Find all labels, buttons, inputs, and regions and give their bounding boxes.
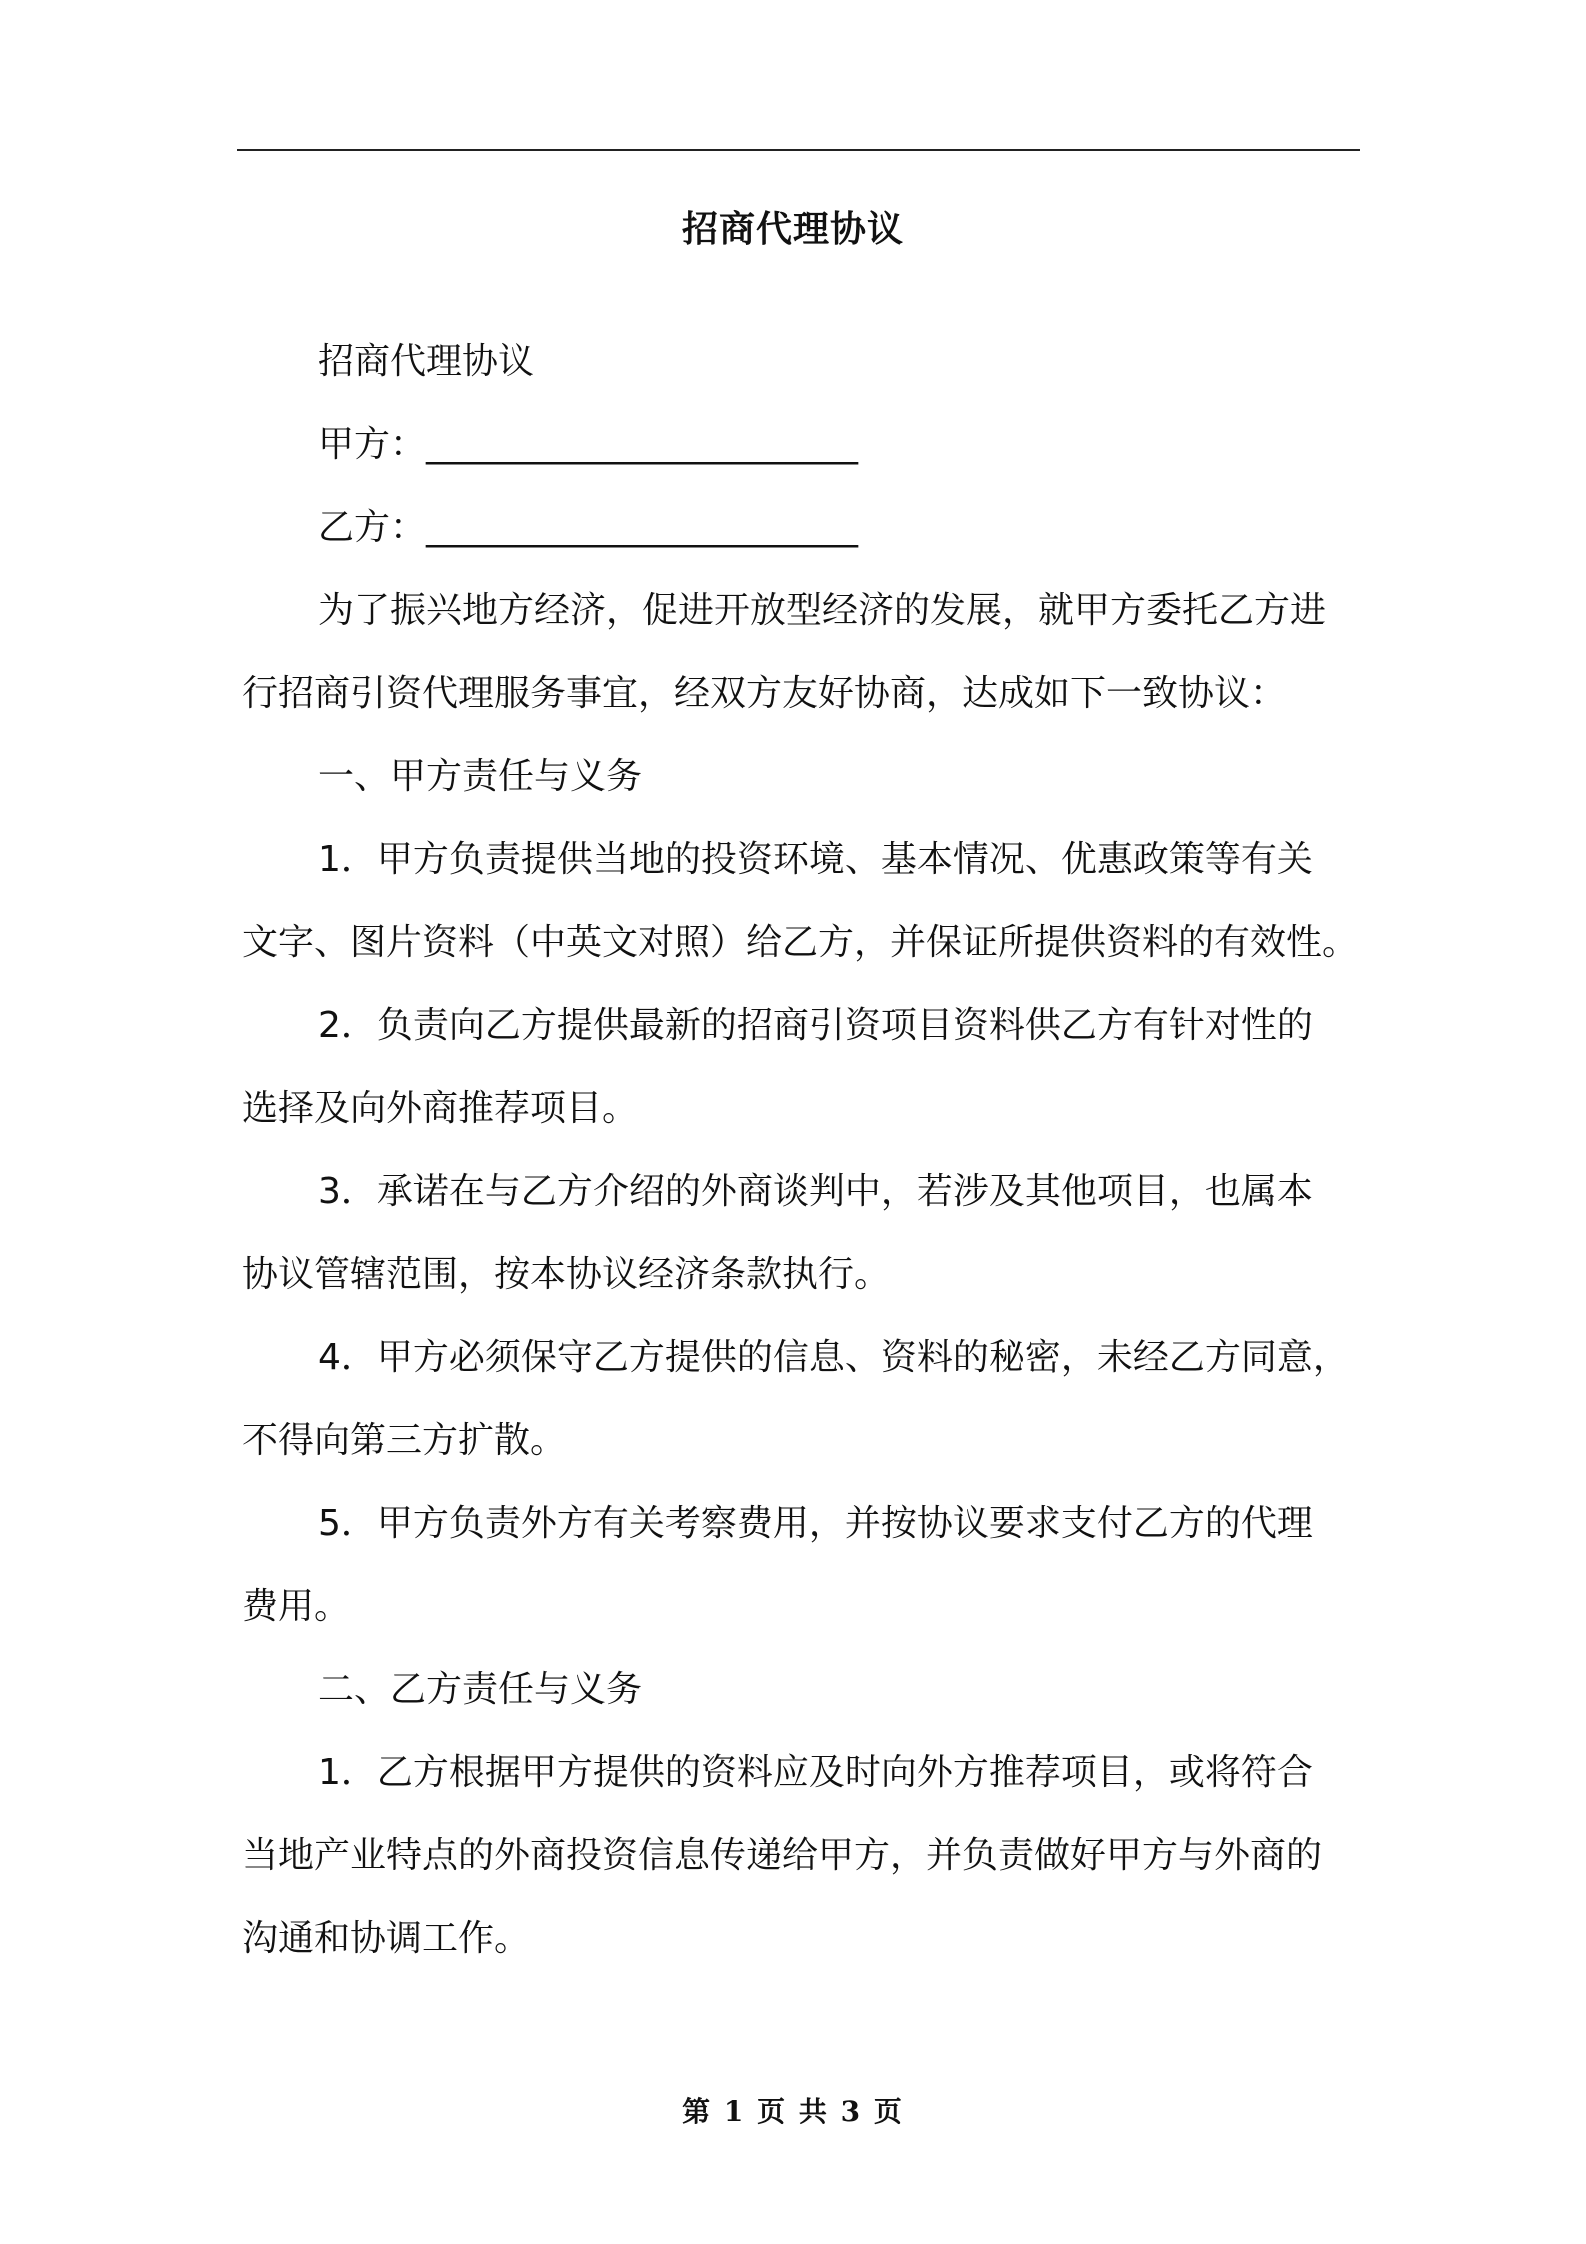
text-line: 5．甲方负责外方有关考察费用，并按协议要求支付乙方的代理 <box>318 1503 1313 1544</box>
text-line: 2．负责向乙方提供最新的招商引资项目资料供乙方有针对性的 <box>318 1005 1313 1046</box>
text-line: 行招商引资代理服务事宜，经双方友好协商，达成如下一致协议： <box>242 673 1287 714</box>
text-line: 沟通和协调工作。 <box>242 1918 531 1959</box>
page-number: 第 1 页 共 3 页 <box>682 2095 904 2128</box>
text-line: 当地产业特点的外商投资信息传递给甲方，并负责做好甲方与外商的 <box>242 1835 1323 1876</box>
text-line: 选择及向外商推荐项目。 <box>242 1088 639 1129</box>
text-line: 为了振兴地方经济，促进开放型经济的发展，就甲方委托乙方进 <box>318 590 1327 631</box>
text-line: 协议管辖范围，按本协议经济条款执行。 <box>242 1254 891 1295</box>
text-line: 招商代理协议 <box>318 341 535 382</box>
text-line: 二、乙方责任与义务 <box>318 1669 643 1710</box>
text-line: 4．甲方必须保守乙方提供的信息、资料的秘密，未经乙方同意， <box>318 1337 1349 1378</box>
document-title: 招商代理协议 <box>681 209 904 250</box>
document-body <box>242 320 1367 1980</box>
text-line: 费用。 <box>242 1586 351 1627</box>
text-line: 一、甲方责任与义务 <box>318 756 643 797</box>
text-line: 1．甲方负责提供当地的投资环境、基本情况、优惠政策等有关 <box>318 839 1313 880</box>
text-line: 乙方：________________________ <box>318 507 859 548</box>
text-line: 甲方：________________________ <box>318 424 859 465</box>
text-line: 文字、图片资料（中英文对照）给乙方，并保证所提供资料的有效性。 <box>242 922 1359 963</box>
text-line: 3．承诺在与乙方介绍的外商谈判中，若涉及其他项目，也属本 <box>318 1171 1313 1212</box>
header-divider <box>237 149 1360 151</box>
text-line: 不得向第三方扩散。 <box>242 1420 567 1461</box>
text-line: 1．乙方根据甲方提供的资料应及时向外方推荐项目，或将符合 <box>318 1752 1313 1793</box>
